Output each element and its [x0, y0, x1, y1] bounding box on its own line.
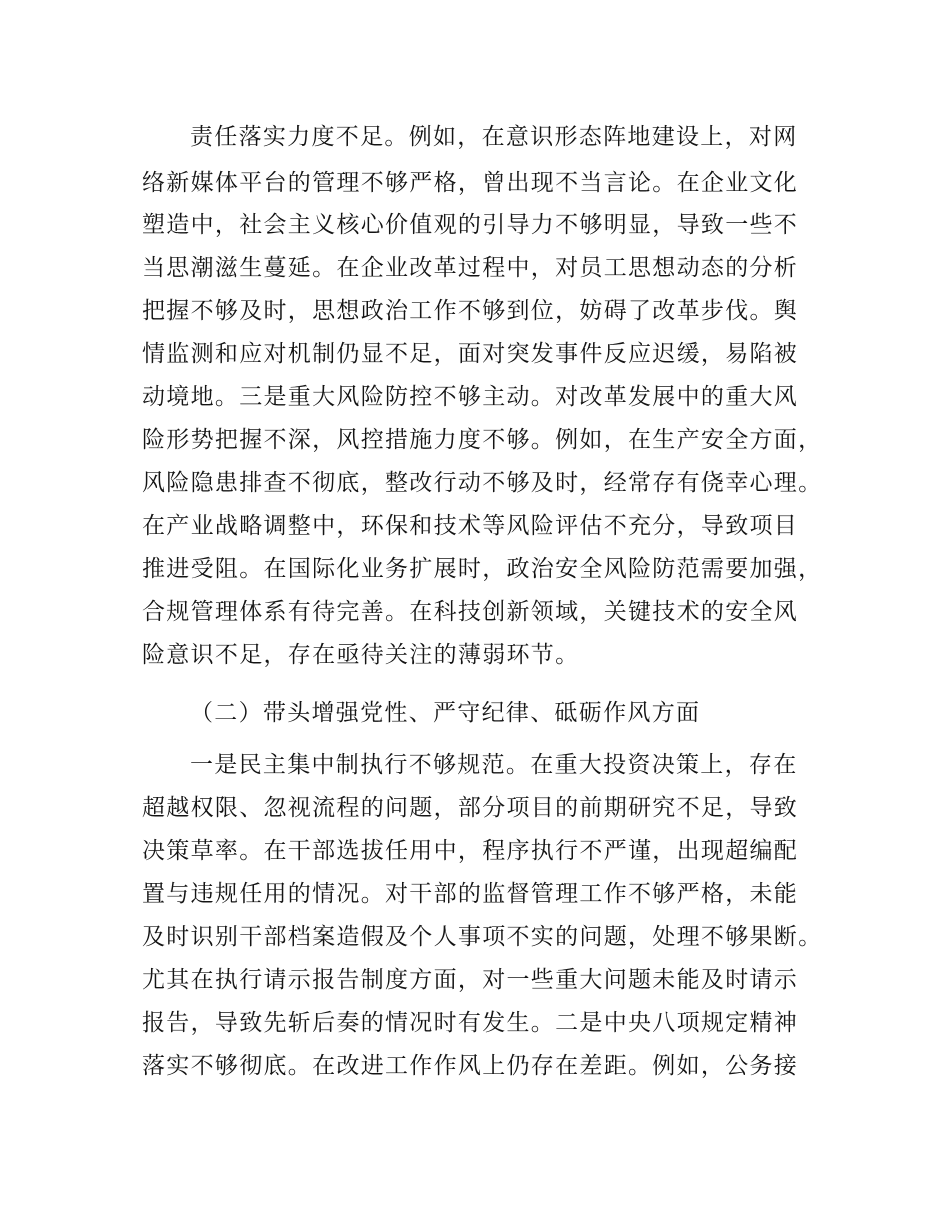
- paragraph-line-9: 风险隐患排查不彻底，整改行动不够及时，经常存有侥幸心理。: [142, 470, 823, 496]
- paragraph-line-10: 在产业战略调整中，环保和技术等风险评估不充分，导致项目: [142, 513, 799, 539]
- paragraph-line-21: 落实不够彻底。在改进工作作风上仍存在差距。例如，公务接: [142, 1053, 799, 1079]
- paragraph-line-11: 推进受阻。在国际化业务扩展时，政治安全风险防范需要加强，: [142, 556, 823, 582]
- paragraph-line-15: 超越权限、忽视流程的问题，部分项目的前期研究不足，导致: [142, 795, 799, 821]
- paragraph-line-19: 尤其在执行请示报告制度方面，对一些重大问题未能及时请示: [142, 967, 799, 993]
- paragraph-line-18: 及时识别干部档案造假及个人事项不实的问题，处理不够果断。: [142, 924, 823, 950]
- paragraph-line-6: 情监测和应对机制仍显不足，面对突发事件反应迟缓，易陷被: [142, 341, 799, 367]
- paragraph-line-5: 把握不够及时，思想政治工作不够到位，妨碍了改革步伐。舆: [142, 298, 799, 324]
- paragraph-line-14: 一是民主集中制执行不够规范。在重大投资决策上，存在: [190, 752, 798, 778]
- paragraph-line-20: 报告，导致先斩后奏的情况时有发生。二是中央八项规定精神: [142, 1010, 799, 1036]
- paragraph-line-16: 决策草率。在干部选拔任用中，程序执行不严谨，出现超编配: [142, 838, 799, 864]
- paragraph-line-13: 险意识不足，存在亟待关注的薄弱环节。: [142, 642, 580, 668]
- paragraph-line-8: 险形势把握不深，风控措施力度不够。例如，在生产安全方面，: [142, 427, 823, 453]
- paragraph-line-3: 塑造中，社会主义核心价值观的引导力不够明显，导致一些不: [142, 212, 799, 238]
- paragraph-line-1: 责任落实力度不足。例如，在意识形态阵地建设上，对网: [190, 124, 798, 150]
- paragraph-line-2: 络新媒体平台的管理不够严格，曾出现不当言论。在企业文化: [142, 170, 799, 196]
- paragraph-line-7: 动境地。三是重大风险防控不够主动。对改革发展中的重大风: [142, 384, 799, 410]
- paragraph-line-17: 置与违规任用的情况。对干部的监督管理工作不够严格，未能: [142, 881, 799, 907]
- section-heading: （二）带头增强党性、严守纪律、砥砺作风方面: [190, 700, 701, 726]
- paragraph-line-12: 合规管理体系有待完善。在科技创新领域，关键技术的安全风: [142, 599, 799, 625]
- paragraph-line-4: 当思潮滋生蔓延。在企业改革过程中，对员工思想动态的分析: [142, 255, 799, 281]
